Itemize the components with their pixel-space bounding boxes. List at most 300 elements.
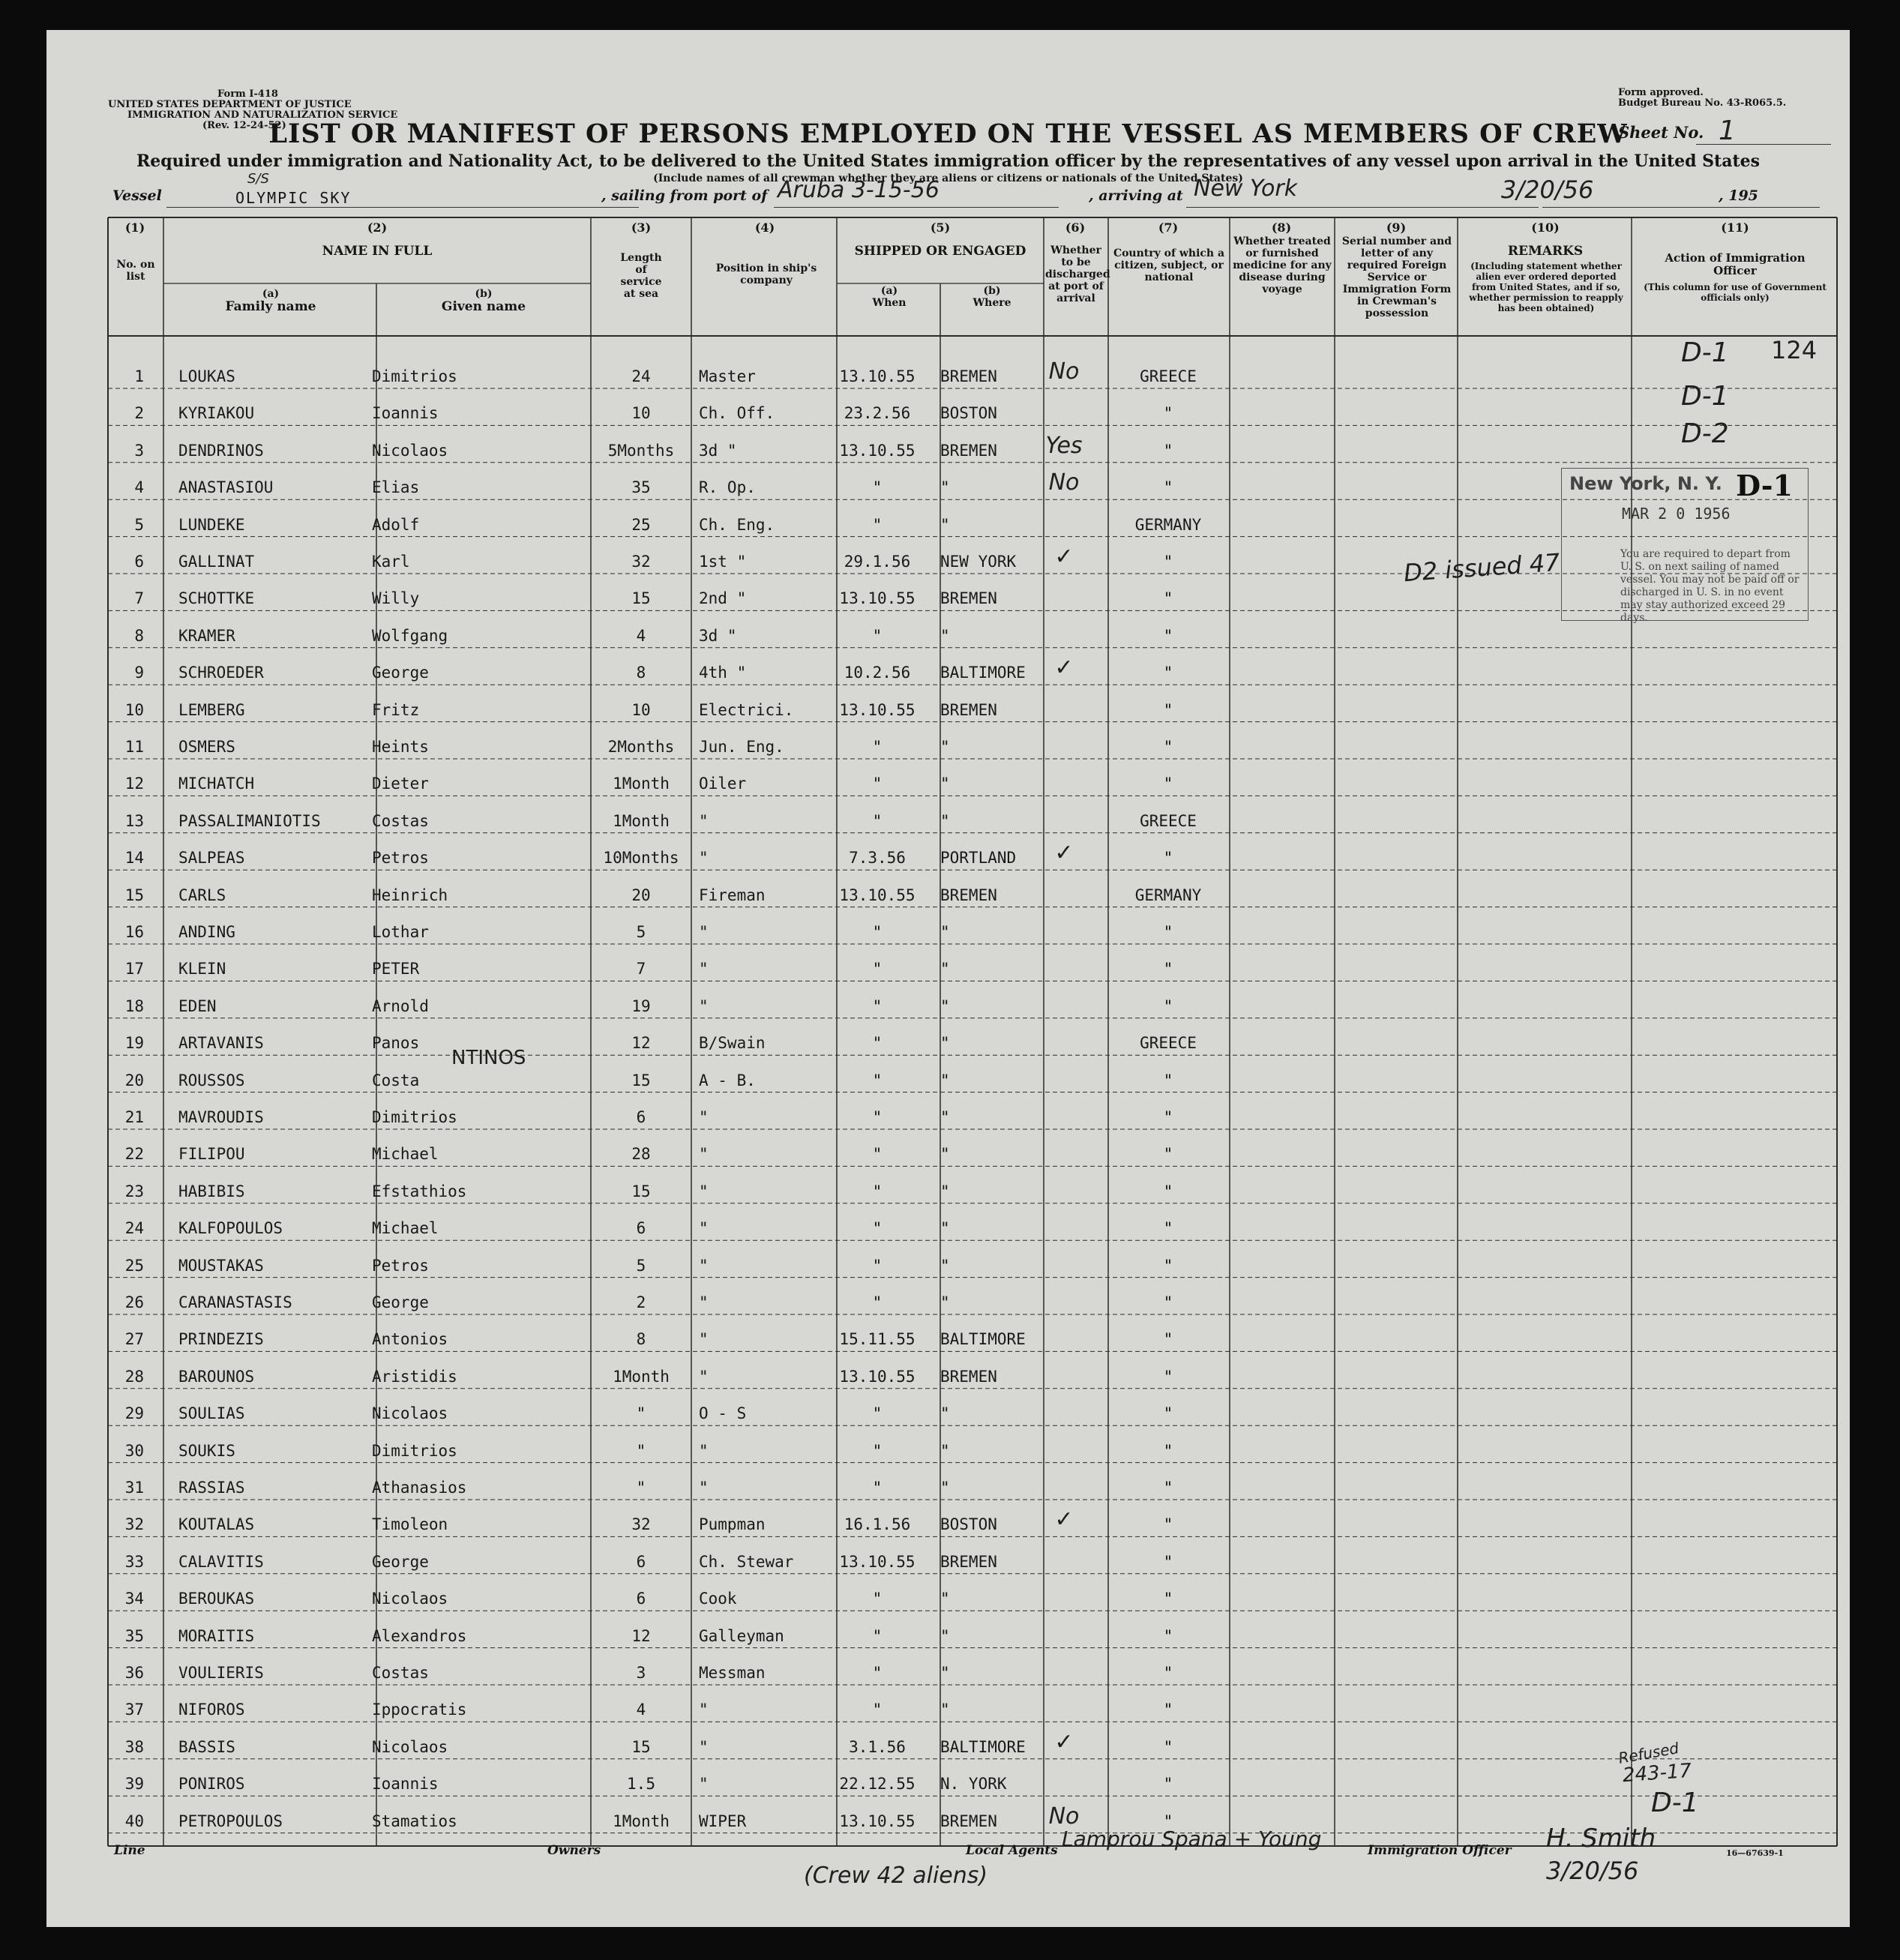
position: Oiler <box>699 775 747 793</box>
shipped-when: " <box>872 996 883 1015</box>
position: " <box>699 1145 709 1164</box>
shipped-when: " <box>872 478 883 497</box>
action-d1-row1: D-1 <box>1681 337 1729 368</box>
shipped-when: " <box>872 1182 883 1200</box>
country: " <box>1163 1737 1173 1756</box>
vessel-name: OLYMPIC SKY <box>235 189 352 207</box>
family-name: EDEN <box>178 996 217 1015</box>
family-name: KRAMER <box>178 626 235 645</box>
discharge-mark: ✓ <box>1054 1728 1074 1755</box>
service-length: 32 <box>631 1515 651 1534</box>
country: " <box>1163 1145 1173 1164</box>
shipped-when: 13.10.55 <box>839 886 916 904</box>
officer-label: Immigration Officer <box>1368 1843 1512 1858</box>
shipped-where: " <box>940 960 950 979</box>
service-length: 20 <box>631 886 651 904</box>
service-length: 24 <box>631 367 651 385</box>
given-name: Heints <box>372 738 429 756</box>
service-length: 6 <box>636 1219 646 1238</box>
col11-number: (11) <box>1721 220 1749 235</box>
shipped-when: " <box>872 1590 883 1608</box>
refused-code: 243-17 <box>1622 1759 1693 1788</box>
shipped-where: " <box>940 515 950 534</box>
given-name: Panos <box>372 1034 420 1053</box>
shipped-when: " <box>872 1701 883 1719</box>
given-name: Ioannis <box>372 404 439 423</box>
col4-number: (4) <box>754 220 775 235</box>
sailing-port: Aruba 3-15-56 <box>778 177 940 203</box>
given-name: Michael <box>372 1145 439 1164</box>
given-name: Petros <box>372 1256 429 1275</box>
given-name: Elias <box>372 478 420 497</box>
shipped-where: " <box>940 996 950 1015</box>
shipped-when: 7.3.56 <box>849 849 906 868</box>
shipped-where: BOSTON <box>940 1515 997 1534</box>
family-name: BAROUNOS <box>178 1367 255 1386</box>
family-name: MORAITIS <box>178 1626 255 1645</box>
position: R. Op. <box>699 478 756 497</box>
col11-header: Action of Immigration Officer <box>1665 251 1806 277</box>
officer-date: 3/20/56 <box>1546 1857 1639 1885</box>
position: Ch. Off. <box>699 404 775 423</box>
service-length: 5 <box>636 923 646 941</box>
position: " <box>699 1108 709 1126</box>
col5b-letter: (b) <box>983 285 1001 297</box>
col2b-header: Given name <box>441 299 526 314</box>
col9-number: (9) <box>1386 220 1407 235</box>
service-length: 15 <box>631 1182 651 1200</box>
row-number: 34 <box>124 1590 144 1608</box>
given-name: Willy <box>372 589 420 608</box>
shipped-when: " <box>872 1219 883 1238</box>
col3-header: Length of service at sea <box>620 252 662 300</box>
family-name: ANASTASIOU <box>178 478 274 497</box>
arriving-port: New York <box>1194 175 1298 202</box>
given-name: Costas <box>372 1664 429 1682</box>
col8-number: (8) <box>1271 220 1292 235</box>
col10-header: REMARKS <box>1507 244 1584 259</box>
col6-number: (6) <box>1065 220 1086 235</box>
shipped-when: " <box>872 1664 883 1682</box>
shipped-where: " <box>940 1256 950 1275</box>
local-agents: Lamprou Spana + Young <box>1062 1827 1322 1851</box>
position: 1st " <box>699 553 747 571</box>
shipped-where: " <box>940 775 950 793</box>
shipped-when: 13.10.55 <box>839 1552 916 1571</box>
position: " <box>699 1256 709 1275</box>
country: " <box>1163 664 1173 682</box>
position: " <box>699 1182 709 1200</box>
service-length: 1Month <box>613 811 670 830</box>
country: GREECE <box>1140 367 1197 385</box>
position: 4th " <box>699 664 747 682</box>
position: Ch. Eng. <box>699 515 775 534</box>
immigration-stamp <box>1561 468 1809 624</box>
position: Galleyman <box>699 1626 784 1645</box>
shipped-where: BOSTON <box>940 404 997 423</box>
shipped-where: BALTIMORE <box>940 664 1026 682</box>
year-label: , 195 <box>1719 187 1758 204</box>
service-length: 1Month <box>613 775 670 793</box>
service-length: 15 <box>631 1737 651 1756</box>
given-name: Costa <box>372 1071 420 1089</box>
family-name: CALAVITIS <box>178 1552 264 1571</box>
form-subtitle: Required under immigration and Nationality Act, to be delivered to the United States immigration officer by the representatives of any vessel upon arrival in the United States <box>136 151 1760 171</box>
service-length: 10Months <box>603 849 679 868</box>
family-name: LEMBERG <box>178 700 245 719</box>
service-length: 15 <box>631 589 651 608</box>
family-name: GALLINAT <box>178 553 255 571</box>
given-name: Arnold <box>372 996 429 1015</box>
col7-number: (7) <box>1158 220 1179 235</box>
family-name: KOUTALAS <box>178 1515 255 1534</box>
shipped-where: N. YORK <box>940 1775 1007 1794</box>
family-name: LUNDEKE <box>178 515 245 534</box>
col2-number: (2) <box>367 220 388 235</box>
service-length: 12 <box>631 1626 651 1645</box>
country: " <box>1163 1590 1173 1608</box>
shipped-where: " <box>940 478 950 497</box>
service-length: 1Month <box>613 1812 670 1830</box>
agents-label: Local Agents <box>966 1843 1058 1858</box>
family-name: DENDRINOS <box>178 441 264 460</box>
shipped-when: 3.1.56 <box>849 1737 906 1756</box>
family-name: KALFOPOULOS <box>178 1219 283 1238</box>
given-name: Michael <box>372 1219 439 1238</box>
family-name: ARTAVANIS <box>178 1034 264 1053</box>
row-number: 19 <box>124 1034 144 1053</box>
position: Master <box>699 367 756 385</box>
line-label: Line <box>114 1843 145 1858</box>
vessel-label: Vessel <box>112 187 162 204</box>
shipped-when: " <box>872 1293 883 1311</box>
shipped-when: 10.2.56 <box>844 664 911 682</box>
row-number: 33 <box>124 1552 144 1571</box>
row-number: 26 <box>124 1293 144 1311</box>
form-title: LIST OR MANIFEST OF PERSONS EMPLOYED ON THE VESSEL AS MEMBERS OF CREW <box>268 118 1628 149</box>
position: Cook <box>699 1590 737 1608</box>
given-name: Nicolaos <box>372 1404 448 1423</box>
row-number: 8 <box>134 626 144 645</box>
row-number: 12 <box>124 775 144 793</box>
position: " <box>699 1293 709 1311</box>
col5b-header: Where <box>972 297 1011 309</box>
family-name: SCHROEDER <box>178 664 264 682</box>
country: " <box>1163 1664 1173 1682</box>
family-name: KYRIAKOU <box>178 404 255 423</box>
shipped-when: 13.10.55 <box>839 700 916 719</box>
crew-count: 124 <box>1771 336 1818 364</box>
shipped-where: " <box>940 923 950 941</box>
position: 3d " <box>699 441 737 460</box>
country: " <box>1163 404 1173 423</box>
row-number: 31 <box>124 1479 144 1497</box>
col8-header: Whether treated or furnished medicine for any disease during voyage <box>1233 235 1332 295</box>
position: " <box>699 1479 709 1497</box>
given-name: Ioannis <box>372 1775 439 1794</box>
family-name: LOUKAS <box>178 367 235 385</box>
given-name: Dimitrios <box>372 1108 457 1126</box>
country: " <box>1163 441 1173 460</box>
row-number: 25 <box>124 1256 144 1275</box>
shipped-when: " <box>872 1479 883 1497</box>
revision: (Rev. 12-24-52) <box>202 120 286 131</box>
row-number: 1 <box>134 367 144 385</box>
discharge-mark: No <box>1048 469 1080 496</box>
refused-note: Refused <box>1617 1739 1680 1767</box>
row-number: 18 <box>124 996 144 1015</box>
row-number: 5 <box>134 515 144 534</box>
country: " <box>1163 996 1173 1015</box>
shipped-where: BREMEN <box>940 441 997 460</box>
country: GREECE <box>1140 811 1197 830</box>
row-number: 27 <box>124 1330 144 1349</box>
position: " <box>699 996 709 1015</box>
shipped-where: BALTIMORE <box>940 1737 1026 1756</box>
row-number: 4 <box>134 478 144 497</box>
family-name: BEROUKAS <box>178 1590 255 1608</box>
shipped-when: " <box>872 960 883 979</box>
shipped-where: PORTLAND <box>940 849 1017 868</box>
shipped-when: " <box>872 1034 883 1053</box>
country: " <box>1163 1404 1173 1423</box>
family-name: OSMERS <box>178 738 235 756</box>
service-length: 2 <box>636 1293 646 1311</box>
shipped-where: " <box>940 1441 950 1460</box>
family-name: ROUSSOS <box>178 1071 245 1089</box>
col10-note: (Including statement whether alien ever ordered deported from United States, and if so, whether permission to reapply has been obtained) <box>1469 261 1623 313</box>
shipped-when: " <box>872 1071 883 1089</box>
family-name: VOULIERIS <box>178 1664 264 1682</box>
col5-header: SHIPPED OR ENGAGED <box>854 244 1026 259</box>
position: Electrici. <box>699 700 794 719</box>
position: B/Swain <box>699 1034 766 1053</box>
form-subnote: (Include names of all crewman whether they are aliens or citizens or nationals of the United States) <box>653 172 1243 184</box>
country: " <box>1163 738 1173 756</box>
col2a-header: Family name <box>225 299 316 314</box>
position: Pumpman <box>699 1515 766 1534</box>
row-number: 13 <box>124 811 144 830</box>
row-number: 3 <box>134 441 144 460</box>
given-name: Athanasios <box>372 1479 467 1497</box>
family-name: PRINDEZIS <box>178 1330 264 1349</box>
service-length: 8 <box>636 664 646 682</box>
shipped-when: 13.10.55 <box>839 1812 916 1830</box>
row-number: 14 <box>124 849 144 868</box>
discharge-mark: Yes <box>1045 432 1083 459</box>
service-length: 4 <box>636 626 646 645</box>
given-name: Adolf <box>372 515 420 534</box>
shipped-where: " <box>940 1108 950 1126</box>
country: " <box>1163 1182 1173 1200</box>
country: " <box>1163 1775 1173 1794</box>
row-number: 9 <box>134 664 144 682</box>
row-number: 6 <box>134 553 144 571</box>
position: " <box>699 1441 709 1460</box>
given-name: Nicolaos <box>372 1590 448 1608</box>
col11-note: (This column for use of Government officials only) <box>1644 282 1827 303</box>
given-name: Efstathios <box>372 1182 467 1200</box>
position: " <box>699 1330 709 1349</box>
shipped-when: " <box>872 775 883 793</box>
family-name: MICHATCH <box>178 775 255 793</box>
service-length: 32 <box>631 553 651 571</box>
given-name: George <box>372 1552 429 1571</box>
country: " <box>1163 626 1173 645</box>
action-d1-row40: D-1 <box>1651 1788 1699 1818</box>
family-name: SALPEAS <box>178 849 245 868</box>
row-number: 24 <box>124 1219 144 1238</box>
country: GREECE <box>1140 1034 1197 1053</box>
country: " <box>1163 1479 1173 1497</box>
position: " <box>699 1219 709 1238</box>
shipped-when: " <box>872 1626 883 1645</box>
family-name: BASSIS <box>178 1737 235 1756</box>
budget-number: Budget Bureau No. 43-R065.5. <box>1618 97 1787 109</box>
service-length: 4 <box>636 1701 646 1719</box>
row-number: 39 <box>124 1775 144 1794</box>
given-name: Costas <box>372 811 429 830</box>
country: " <box>1163 923 1173 941</box>
col1-header: No. on list <box>116 259 155 283</box>
shipped-where: BREMEN <box>940 1367 997 1386</box>
position: 3d " <box>699 626 737 645</box>
family-name: MOUSTAKAS <box>178 1256 264 1275</box>
col4-header: Position in ship's company <box>715 262 817 286</box>
col6-header: Whether to be discharged at port of arrival <box>1045 244 1110 304</box>
service-length: 8 <box>636 1330 646 1349</box>
manifest-page <box>46 30 1850 1927</box>
shipped-where: " <box>940 1182 950 1200</box>
country: " <box>1163 775 1173 793</box>
shipped-when: " <box>872 626 883 645</box>
stamp-city: New York, N. Y. <box>1569 473 1722 494</box>
shipped-where: " <box>940 1479 950 1497</box>
stamp-text: You are required to depart from U. S. on next sailing of named vessel. You may not be paid off or discharged in U. S. in no event may stay authorized exceed 29 days. <box>1620 548 1800 624</box>
col2-header: NAME IN FULL <box>322 244 433 259</box>
discharge-mark: ✓ <box>1054 840 1074 867</box>
form-code: 16—67639-1 <box>1726 1848 1784 1858</box>
given-name: Karl <box>372 553 410 571</box>
shipped-when: " <box>872 811 883 830</box>
row-number: 11 <box>124 738 144 756</box>
agency: UNITED STATES DEPARTMENT OF JUSTICE <box>108 99 352 110</box>
country: " <box>1163 1812 1173 1830</box>
given-name: Dimitrios <box>372 367 457 385</box>
row-number: 35 <box>124 1626 144 1645</box>
row-number: 30 <box>124 1441 144 1460</box>
shipped-when: 13.10.55 <box>839 589 916 608</box>
given-name: Dimitrios <box>372 1441 457 1460</box>
stamp-date: MAR 2 0 1956 <box>1622 505 1731 523</box>
shipped-where: BREMEN <box>940 1552 997 1571</box>
shipped-where: " <box>940 1404 950 1423</box>
service-length: 6 <box>636 1590 646 1608</box>
service-length: 5 <box>636 1256 646 1275</box>
family-name: CARANASTASIS <box>178 1293 292 1311</box>
country: " <box>1163 1293 1173 1311</box>
country: " <box>1163 960 1173 979</box>
col5-number: (5) <box>930 220 951 235</box>
row-number: 28 <box>124 1367 144 1386</box>
action-d2-row3: D-2 <box>1681 418 1729 449</box>
shipped-where: " <box>940 1034 950 1053</box>
country: " <box>1163 700 1173 719</box>
given-name: Nicolaos <box>372 1737 448 1756</box>
country: GERMANY <box>1134 886 1202 904</box>
shipped-when: " <box>872 1108 883 1126</box>
service-length: 6 <box>636 1108 646 1126</box>
position: " <box>699 1367 709 1386</box>
row-number: 10 <box>124 700 144 719</box>
shipped-where: NEW YORK <box>940 553 1017 571</box>
given-name: George <box>372 664 429 682</box>
given-name: Fritz <box>372 700 420 719</box>
owners-label: Owners <box>547 1843 601 1858</box>
discharge-mark: No <box>1048 358 1080 385</box>
shipped-where: " <box>940 1626 950 1645</box>
position: " <box>699 849 709 868</box>
shipped-where: BREMEN <box>940 886 997 904</box>
row-number: 32 <box>124 1515 144 1534</box>
row-number: 22 <box>124 1145 144 1164</box>
row-number: 29 <box>124 1404 144 1423</box>
col5a-letter: (a) <box>880 285 898 297</box>
shipped-where: " <box>940 811 950 830</box>
service-length: 5Months <box>607 441 675 460</box>
shipped-when: " <box>872 923 883 941</box>
row-number: 21 <box>124 1108 144 1126</box>
action-d1-row2: D-1 <box>1681 381 1729 412</box>
given-name: Wolfgang <box>372 626 448 645</box>
service-length: 10 <box>631 700 651 719</box>
shipped-where: BREMEN <box>940 367 997 385</box>
row-number: 2 <box>134 404 144 423</box>
vessel-prefix: S/S <box>247 171 269 187</box>
country: " <box>1163 1515 1173 1534</box>
row-number: 16 <box>124 923 144 941</box>
family-name: MAVROUDIS <box>178 1108 264 1126</box>
position: A - B. <box>699 1071 756 1089</box>
position: " <box>699 1737 709 1756</box>
row-number: 38 <box>124 1737 144 1756</box>
position: Jun. Eng. <box>699 738 784 756</box>
col10-number: (10) <box>1531 220 1560 235</box>
discharge-mark: ✓ <box>1054 1506 1074 1533</box>
shipped-when: " <box>872 1256 883 1275</box>
given-name: Ippocratis <box>372 1701 467 1719</box>
shipped-where: " <box>940 1219 950 1238</box>
col2a-letter: (a) <box>262 288 280 300</box>
country: " <box>1163 1108 1173 1126</box>
shipped-where: BREMEN <box>940 1812 997 1830</box>
d2-issued-note: D2 issued 47 <box>1402 547 1561 588</box>
arrival-date: 3/20/56 <box>1501 175 1594 204</box>
family-name: RASSIAS <box>178 1479 245 1497</box>
service-length: 2Months <box>607 738 675 756</box>
country: " <box>1163 589 1173 608</box>
given-name: George <box>372 1293 429 1311</box>
country: " <box>1163 1219 1173 1238</box>
service-length: 7 <box>636 960 646 979</box>
service-length: 25 <box>631 515 651 534</box>
given-name: Lothar <box>372 923 429 941</box>
shipped-where: " <box>940 1664 950 1682</box>
position: " <box>699 923 709 941</box>
shipped-where: " <box>940 1590 950 1608</box>
shipped-when: " <box>872 1404 883 1423</box>
shipped-when: " <box>872 515 883 534</box>
